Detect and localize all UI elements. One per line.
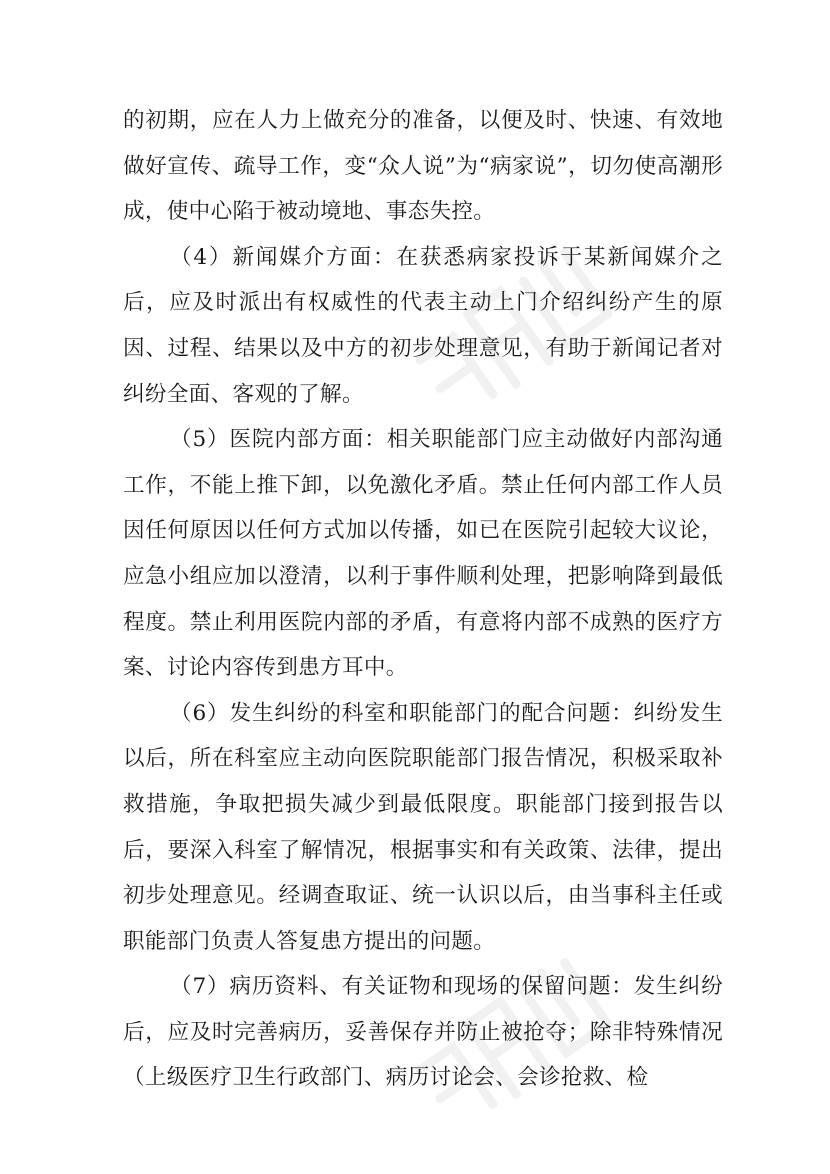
paragraph-item-7: （7）病历资料、有关证物和现场的保留问题：发生纠纷后，应及时完善病历，妥善保存并防止被抢夺；除非特殊情况（上级医疗卫生行政部门、病历讨论会、会诊抢救、检 (123, 974, 723, 1091)
document-body (123, 98, 723, 1101)
paragraph-intro-continued: 的初期，应在人力上做充分的准备，以便及时、快速、有效地做好宣传、疏导工作，变“众人说”为“病家说”，切勿使高潮形成，使中心陷于被动境地、事态失控。 (123, 108, 723, 225)
paragraph-item-6: （6）发生纠纷的科室和职能部门的配合问题：纠纷发生以后，所在科室应主动向医院职能部门报告情况，积极采取补救措施，争取把损失减少到最低限度。职能部门接到报告以后，要深入科室了解情况，根据事实和有关政策、法律，提出初步处理意见。经调查取证、统一认识以后，由当事科主任或职能部门负责人答复患方提出的问题。 (123, 700, 723, 954)
paragraph-item-5: （5）医院内部方面：相关职能部门应主动做好内部沟通工作，不能上推下卸，以免激化矛盾。禁止任何内部工作人员因任何原因以任何方式加以传播，如已在医院引起较大议论，应急小组应加以澄清，以利于事件顺利处理，把影响降到最低程度。禁止利用医院内部的矛盾，有意将内部不成熟的医疗方案、讨论内容传到患方耳中。 (123, 427, 723, 681)
paragraph-item-4: （4）新闻媒介方面：在获悉病家投诉于某新闻媒介之后，应及时派出有权威性的代表主动上门介绍纠纷产生的原因、过程、结果以及中方的初步处理意见，有助于新闻记者对纠纷全面、客观的了解。 (123, 244, 723, 407)
